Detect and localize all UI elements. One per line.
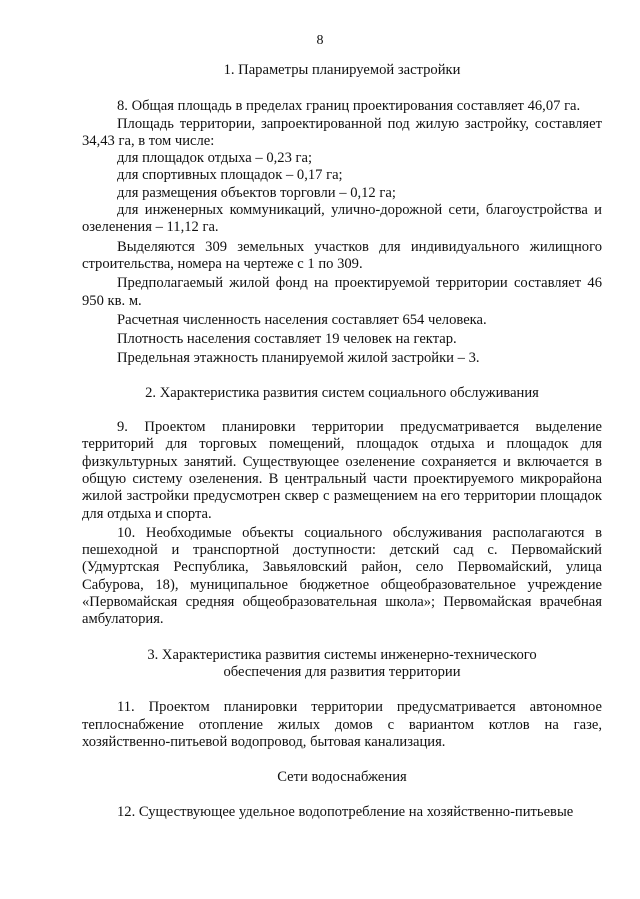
list-item: для размещения объектов торговли – 0,12 га;	[117, 184, 396, 201]
paragraph-12: 12. Существующее удельное водопотребление на хозяйственно-питьевые	[117, 804, 574, 821]
section-3-heading-line-2: обеспечения для развития территории	[223, 663, 461, 680]
paragraph-population: Расчетная численность населения составляет 654 человека.	[117, 311, 487, 328]
paragraph-floors: Предельная этажность планируемой жилой застройки – 3.	[117, 350, 480, 367]
paragraph-housing-stock: Предполагаемый жилой фонд на проектируемой территории составляет 46 950 кв. м.	[82, 275, 602, 309]
paragraph-11: 11. Проектом планировки территории предусматривается автономное теплоснабжение отопление жилых домов с вариантом котлов на газе, хозяйственно-питьевой водопровод, бытовая канализация.	[82, 699, 602, 750]
list-item: для спортивных площадок – 0,17 га;	[117, 167, 343, 184]
section-4-heading: Сети водоснабжения	[277, 769, 407, 786]
section-3-heading	[82, 647, 602, 682]
section-1-heading: 1. Параметры планируемой застройки	[223, 62, 461, 78]
section-3-heading-line-1: 3. Характеристика развития системы инженерно-технического	[147, 646, 537, 663]
document-body	[82, 62, 602, 822]
paragraph-density: Плотность населения составляет 19 человек на гектар.	[117, 331, 457, 348]
paragraph-residential-area: Площадь территории, запроектированной под жилую застройку, составляет 34,43 га, в том числе:	[82, 115, 602, 149]
list-item: для площадок отдыха – 0,23 га;	[117, 150, 313, 167]
paragraph-land-plots: Выделяются 309 земельных участков для индивидуального жилищного строительства, номера на чертеже с 1 по 309.	[82, 238, 602, 272]
paragraph-10: 10. Необходимые объекты социального обслуживания располагаются в пешеходной и транспортной доступности: детский сад с. Первомайский (Удмуртская Республика, Завьяловский район, село Первомайский, улица Сабурова, 18), муниципальное бюджетное общеобразовательное учреждение «Первомайская средняя общеобразовательная школа»; Первомайская врачебная амбулатория.	[82, 524, 602, 628]
page-number: 8	[316, 33, 324, 48]
paragraph-8: 8. Общая площадь в пределах границ проектирования составляет 46,07 га.	[117, 98, 581, 115]
paragraph-9: 9. Проектом планировки территории предусматривается выделение территорий для торговых помещений, площадок отдыха и площадок для физкультурных занятий. Существующее озеленение сохраняется и включается в общую систему озеленения. В центральный части проектируемого микрорайона жилой застройки предусмотрен сквер с размещением на его территории площадок для отдыха и спорта.	[82, 419, 602, 522]
section-2-heading: 2. Характеристика развития систем социального обслуживания	[145, 384, 539, 401]
paragraph-engineering-area: для инженерных коммуникаций, улично-дорожной сети, благоустройства и озеленения – 11,12 га.	[82, 202, 602, 236]
